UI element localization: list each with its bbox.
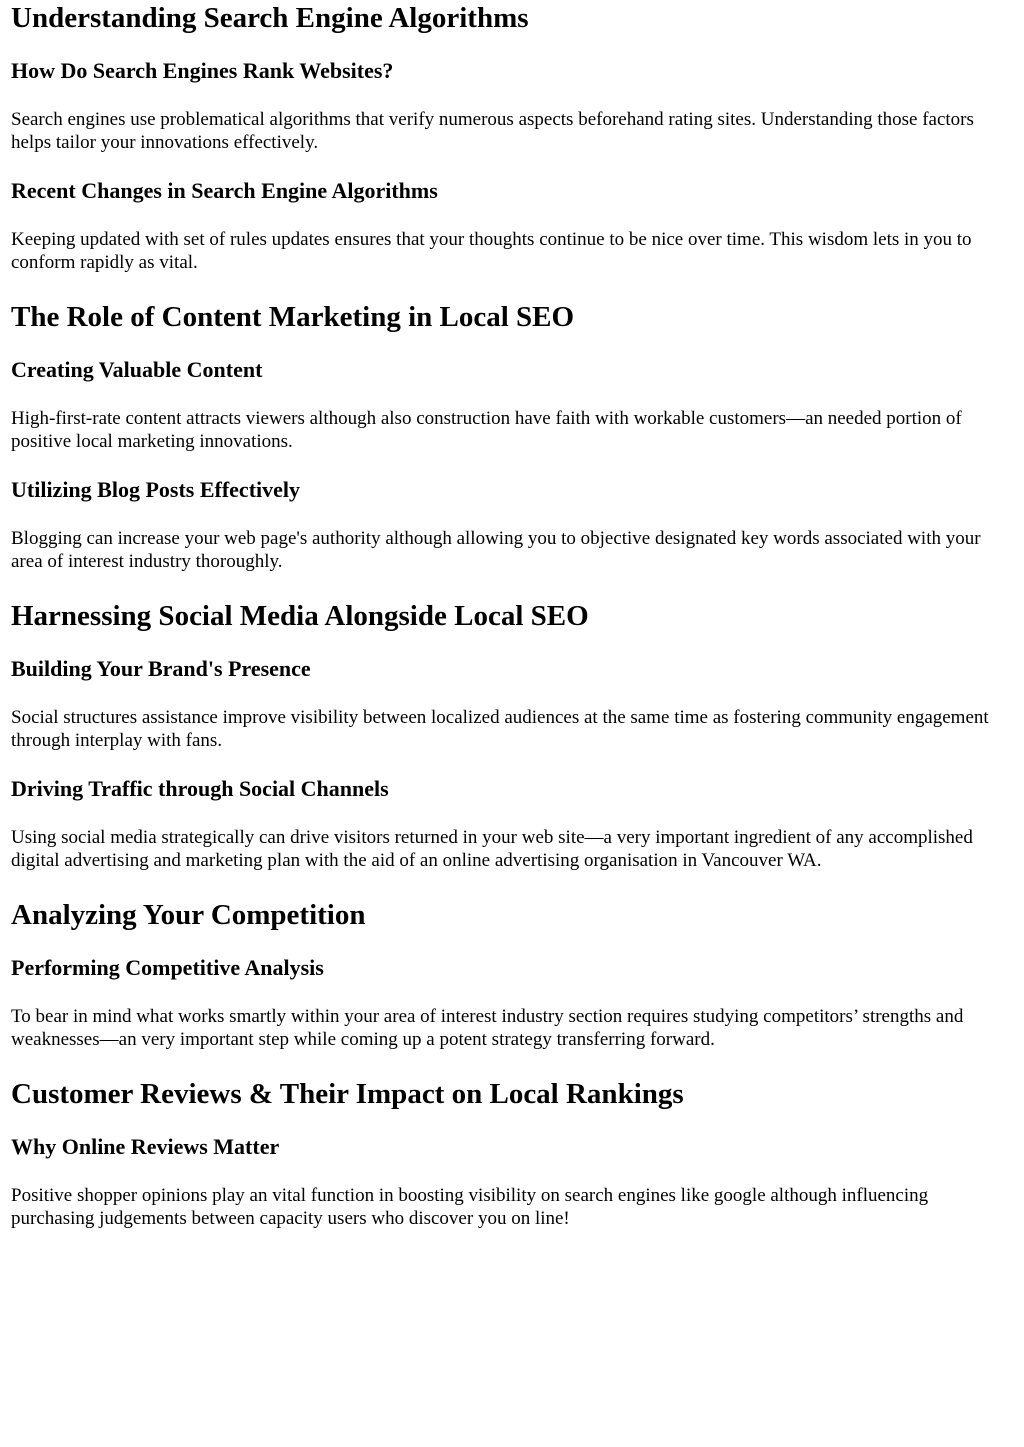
sub-heading: Performing Competitive Analysis <box>11 955 324 980</box>
section-title: Customer Reviews & Their Impact on Local Rankings <box>11 1078 684 1110</box>
sub-heading: Utilizing Blog Posts Effectively <box>11 477 301 502</box>
paragraph: Search engines use problematical algorithms that verify numerous aspects beforehand rating sites. Understanding those factors helps tailor your innovations effectively. <box>11 109 974 153</box>
paragraph: Keeping updated with set of rules updates ensures that your thoughts continue to be nice over time. This wisdom lets in you to conform rapidly as vital. <box>11 229 972 273</box>
sub-heading: Creating Valuable Content <box>11 357 263 382</box>
sub-heading: How Do Search Engines Rank Websites? <box>11 58 394 83</box>
section-title: The Role of Content Marketing in Local SEO <box>11 301 575 333</box>
section-title: Analyzing Your Competition <box>11 899 366 931</box>
article <box>0 1 1024 1230</box>
section-title: Harnessing Social Media Alongside Local SEO <box>11 600 589 632</box>
paragraph: Blogging can increase your web page's authority although allowing you to objective designated key words associated with your area of interest industry thoroughly. <box>11 528 981 572</box>
section-title: Understanding Search Engine Algorithms <box>11 2 529 34</box>
paragraph: High-first-rate content attracts viewers although also construction have faith with workable customers—an needed portion of positive local marketing innovations. <box>11 408 962 452</box>
paragraph: To bear in mind what works smartly within your area of interest industry section requires studying competitors’ strengths and weaknesses—an very important step while coming up a potent strategy transferring forward. <box>11 1006 964 1050</box>
paragraph: Using social media strategically can drive visitors returned in your web site—a very important ingredient of any accomplished digital advertising and marketing plan with the aid of an online advertising organisation in Vancouver WA. <box>11 827 973 871</box>
sub-heading: Building Your Brand's Presence <box>11 656 311 681</box>
sub-heading: Why Online Reviews Matter <box>11 1134 280 1159</box>
sub-heading: Recent Changes in Search Engine Algorithms <box>11 178 438 203</box>
sub-heading: Driving Traffic through Social Channels <box>11 776 389 801</box>
paragraph: Social structures assistance improve visibility between localized audiences at the same time as fostering community engagement through interplay with fans. <box>11 707 989 751</box>
paragraph: Positive shopper opinions play an vital function in boosting visibility on search engines like google although influencing purchasing judgements between capacity users who discover you on line! <box>11 1185 929 1229</box>
